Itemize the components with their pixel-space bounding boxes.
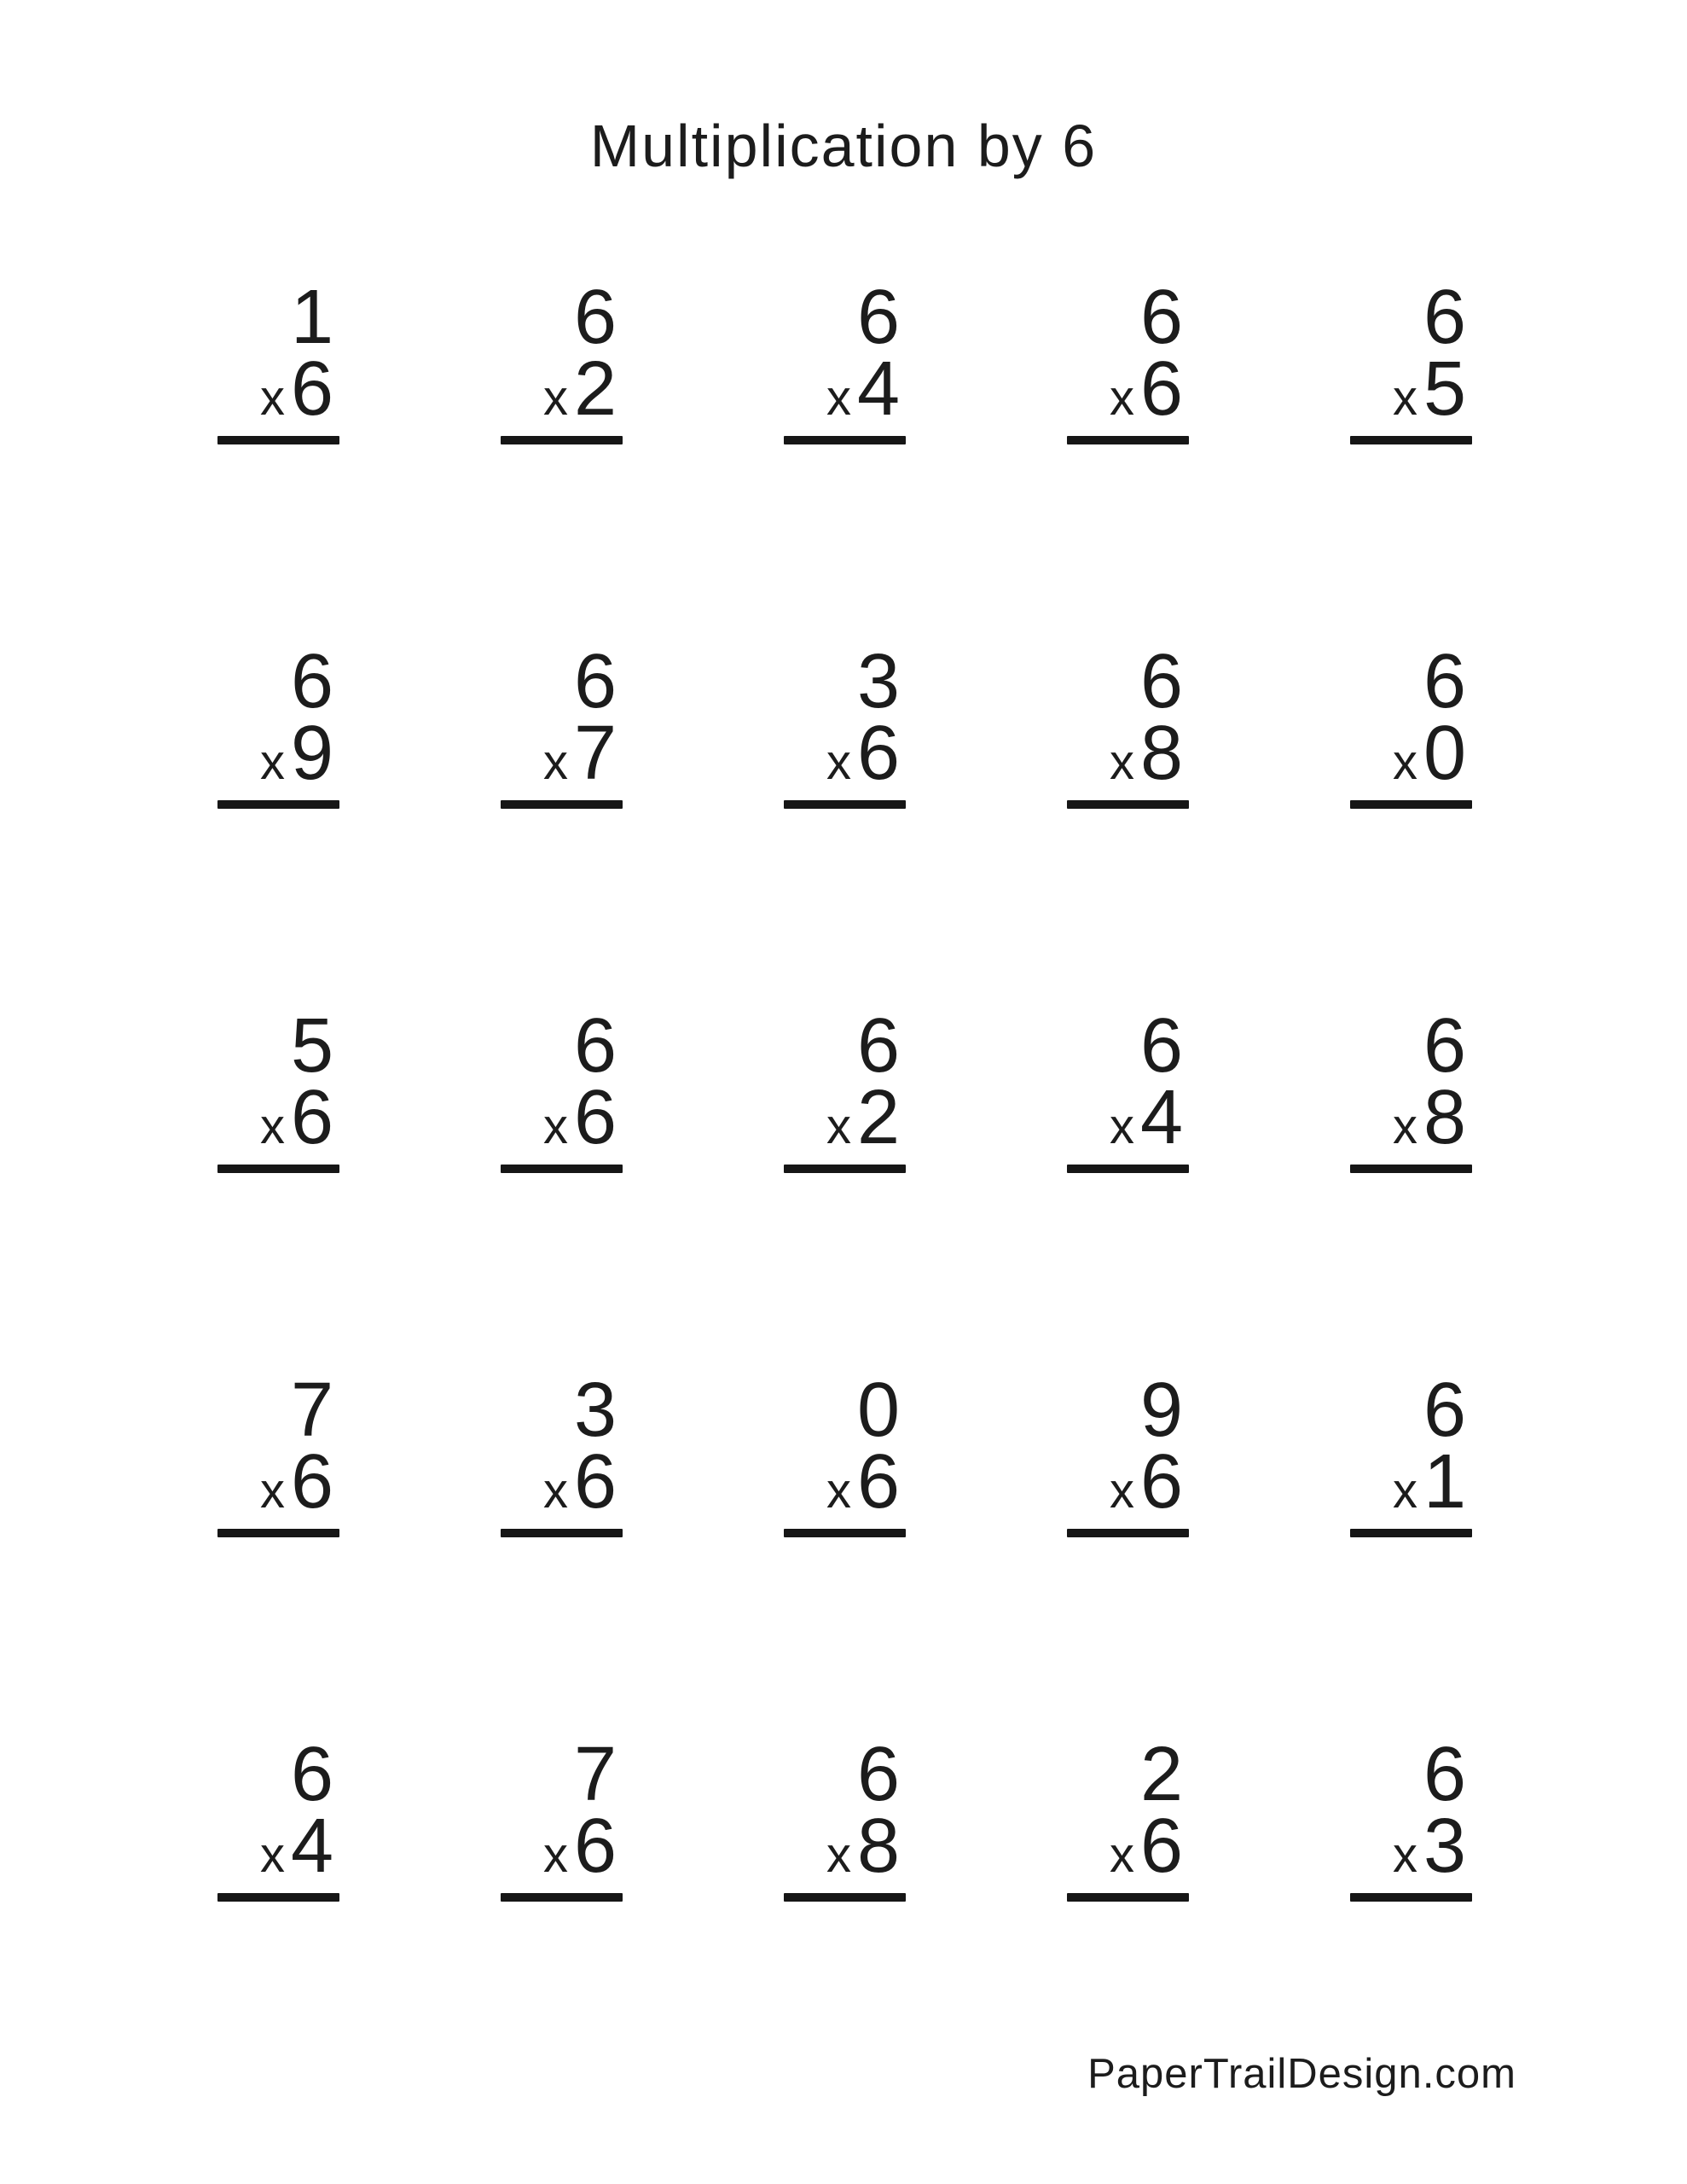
answer-line xyxy=(501,1893,623,1902)
multiplier: 9 xyxy=(290,711,334,797)
answer-line xyxy=(1350,1165,1472,1173)
answer-line xyxy=(501,436,623,444)
times-operator: x xyxy=(826,735,851,791)
multiplicand: 6 xyxy=(1139,1002,1184,1089)
answer-line xyxy=(784,1529,906,1537)
problem-cell xyxy=(1350,1367,1472,1537)
multiplicand: 6 xyxy=(290,1731,334,1817)
times-operator: x xyxy=(259,735,285,791)
times-operator: x xyxy=(1109,1463,1134,1519)
answer-line xyxy=(1350,800,1472,809)
multiplicand: 3 xyxy=(856,638,901,724)
multiplicand: 6 xyxy=(856,274,901,360)
multiplier: 6 xyxy=(1139,346,1184,433)
problem-cell xyxy=(1067,274,1189,444)
multiplicand: 6 xyxy=(573,638,617,724)
multiplier-row xyxy=(1109,711,1189,797)
multiplier-row xyxy=(259,1439,339,1525)
times-operator: x xyxy=(542,735,568,791)
answer-line xyxy=(784,800,906,809)
multiplier: 1 xyxy=(1423,1439,1467,1525)
multiplier: 0 xyxy=(1423,711,1467,797)
problem-cell xyxy=(501,1731,623,1902)
multiplier-row xyxy=(542,1075,623,1161)
multiplier: 4 xyxy=(290,1804,334,1890)
times-operator: x xyxy=(1109,735,1134,791)
answer-line xyxy=(217,1529,339,1537)
multiplicand: 2 xyxy=(1139,1731,1184,1817)
times-operator: x xyxy=(259,1099,285,1155)
multiplier: 6 xyxy=(856,711,901,797)
multiplier-row xyxy=(1392,1439,1472,1525)
multiplier: 6 xyxy=(856,1439,901,1525)
problem-cell xyxy=(784,1367,906,1537)
problem-cell xyxy=(1067,1367,1189,1537)
multiplicand: 6 xyxy=(1139,638,1184,724)
times-operator: x xyxy=(1392,370,1417,427)
multiplier: 6 xyxy=(573,1075,617,1161)
problem-cell xyxy=(1350,1731,1472,1902)
times-operator: x xyxy=(259,370,285,427)
page-title: Multiplication by 6 xyxy=(589,113,1098,179)
multiplicand: 6 xyxy=(856,1731,901,1817)
multiplier: 4 xyxy=(856,346,901,433)
multiplier: 6 xyxy=(1139,1439,1184,1525)
times-operator: x xyxy=(826,370,851,427)
multiplier: 6 xyxy=(573,1439,617,1525)
answer-line xyxy=(1067,1893,1189,1902)
problem-cell xyxy=(501,1002,623,1173)
multiplier: 6 xyxy=(573,1804,617,1890)
answer-line xyxy=(217,800,339,809)
multiplier-row xyxy=(1392,1804,1472,1890)
multiplicand: 6 xyxy=(573,1002,617,1089)
multiplicand: 5 xyxy=(290,1002,334,1089)
multiplicand: 6 xyxy=(1423,1002,1467,1089)
problem-cell xyxy=(784,638,906,809)
answer-line xyxy=(501,800,623,809)
problem-cell xyxy=(217,1731,339,1902)
answer-line xyxy=(784,1165,906,1173)
answer-line xyxy=(1067,436,1189,444)
multiplicand: 6 xyxy=(856,1002,901,1089)
multiplier-row xyxy=(259,346,339,433)
worksheet-grid xyxy=(217,80,1472,1902)
multiplier: 2 xyxy=(573,346,617,433)
multiplier-row xyxy=(259,711,339,797)
multiplier: 8 xyxy=(856,1804,901,1890)
answer-line xyxy=(217,436,339,444)
multiplicand: 6 xyxy=(290,638,334,724)
multiplier: 4 xyxy=(1139,1075,1184,1161)
answer-line xyxy=(784,436,906,444)
multiplier: 3 xyxy=(1423,1804,1467,1890)
multiplicand: 7 xyxy=(573,1731,617,1817)
problem-cell xyxy=(501,1367,623,1537)
multiplier-row xyxy=(1392,346,1472,433)
problem-cell xyxy=(1067,1002,1189,1173)
problem-cell xyxy=(501,274,623,444)
multiplicand: 7 xyxy=(290,1367,334,1453)
multiplier-row xyxy=(826,711,906,797)
multiplier: 6 xyxy=(290,1439,334,1525)
problem-cell xyxy=(1067,638,1189,809)
multiplier-row xyxy=(259,1075,339,1161)
multiplier: 2 xyxy=(856,1075,901,1161)
times-operator: x xyxy=(1109,370,1134,427)
problem-cell xyxy=(217,638,339,809)
answer-line xyxy=(1067,800,1189,809)
multiplier-row xyxy=(259,1804,339,1890)
multiplier-row xyxy=(542,1439,623,1525)
multiplicand: 6 xyxy=(1423,1367,1467,1453)
multiplicand: 1 xyxy=(290,274,334,360)
problem-cell xyxy=(1350,638,1472,809)
multiplier-row xyxy=(826,1075,906,1161)
problem-cell xyxy=(1350,1002,1472,1173)
answer-line xyxy=(1067,1529,1189,1537)
times-operator: x xyxy=(259,1463,285,1519)
problem-cell xyxy=(217,1002,339,1173)
times-operator: x xyxy=(826,1463,851,1519)
multiplier-row xyxy=(1109,1439,1189,1525)
times-operator: x xyxy=(1392,735,1417,791)
footer-site-credit: PaperTrailDesign.com xyxy=(1087,2051,1516,2097)
times-operator: x xyxy=(542,370,568,427)
answer-line xyxy=(784,1893,906,1902)
multiplier: 5 xyxy=(1423,346,1467,433)
multiplier: 6 xyxy=(290,346,334,433)
multiplicand: 0 xyxy=(856,1367,901,1453)
problem-cell xyxy=(784,1731,906,1902)
answer-line xyxy=(1067,1165,1189,1173)
multiplier-row xyxy=(1392,711,1472,797)
times-operator: x xyxy=(542,1827,568,1884)
multiplier-row xyxy=(542,1804,623,1890)
multiplicand: 6 xyxy=(1423,638,1467,724)
problem-cell xyxy=(501,638,623,809)
multiplier-row xyxy=(542,711,623,797)
answer-line xyxy=(217,1165,339,1173)
multiplier-row xyxy=(542,346,623,433)
multiplicand: 6 xyxy=(1423,1731,1467,1817)
problem-cell xyxy=(784,274,906,444)
times-operator: x xyxy=(826,1099,851,1155)
answer-line xyxy=(217,1893,339,1902)
answer-line xyxy=(501,1529,623,1537)
problem-cell xyxy=(217,1367,339,1537)
multiplicand: 6 xyxy=(1423,274,1467,360)
times-operator: x xyxy=(542,1099,568,1155)
multiplicand: 6 xyxy=(573,274,617,360)
times-operator: x xyxy=(542,1463,568,1519)
multiplier: 8 xyxy=(1423,1075,1467,1161)
multiplier: 8 xyxy=(1139,711,1184,797)
answer-line xyxy=(1350,1529,1472,1537)
times-operator: x xyxy=(826,1827,851,1884)
multiplier-row xyxy=(826,1804,906,1890)
answer-line xyxy=(501,1165,623,1173)
times-operator: x xyxy=(1109,1099,1134,1155)
problem-cell xyxy=(217,274,339,444)
problem-cell xyxy=(1067,1731,1189,1902)
multiplicand: 6 xyxy=(1139,274,1184,360)
times-operator: x xyxy=(1392,1099,1417,1155)
multiplier-row xyxy=(1392,1075,1472,1161)
multiplier: 6 xyxy=(290,1075,334,1161)
answer-line xyxy=(1350,1893,1472,1902)
multiplier-row xyxy=(826,1439,906,1525)
multiplier-row xyxy=(1109,1804,1189,1890)
multiplier-row xyxy=(826,346,906,433)
times-operator: x xyxy=(1392,1463,1417,1519)
multiplier-row xyxy=(1109,346,1189,433)
problem-cell xyxy=(784,1002,906,1173)
multiplier: 7 xyxy=(573,711,617,797)
multiplicand: 3 xyxy=(573,1367,617,1453)
times-operator: x xyxy=(1392,1827,1417,1884)
times-operator: x xyxy=(259,1827,285,1884)
multiplicand: 9 xyxy=(1139,1367,1184,1453)
multiplier: 6 xyxy=(1139,1804,1184,1890)
multiplier-row xyxy=(1109,1075,1189,1161)
problem-cell xyxy=(1350,274,1472,444)
times-operator: x xyxy=(1109,1827,1134,1884)
answer-line xyxy=(1350,436,1472,444)
